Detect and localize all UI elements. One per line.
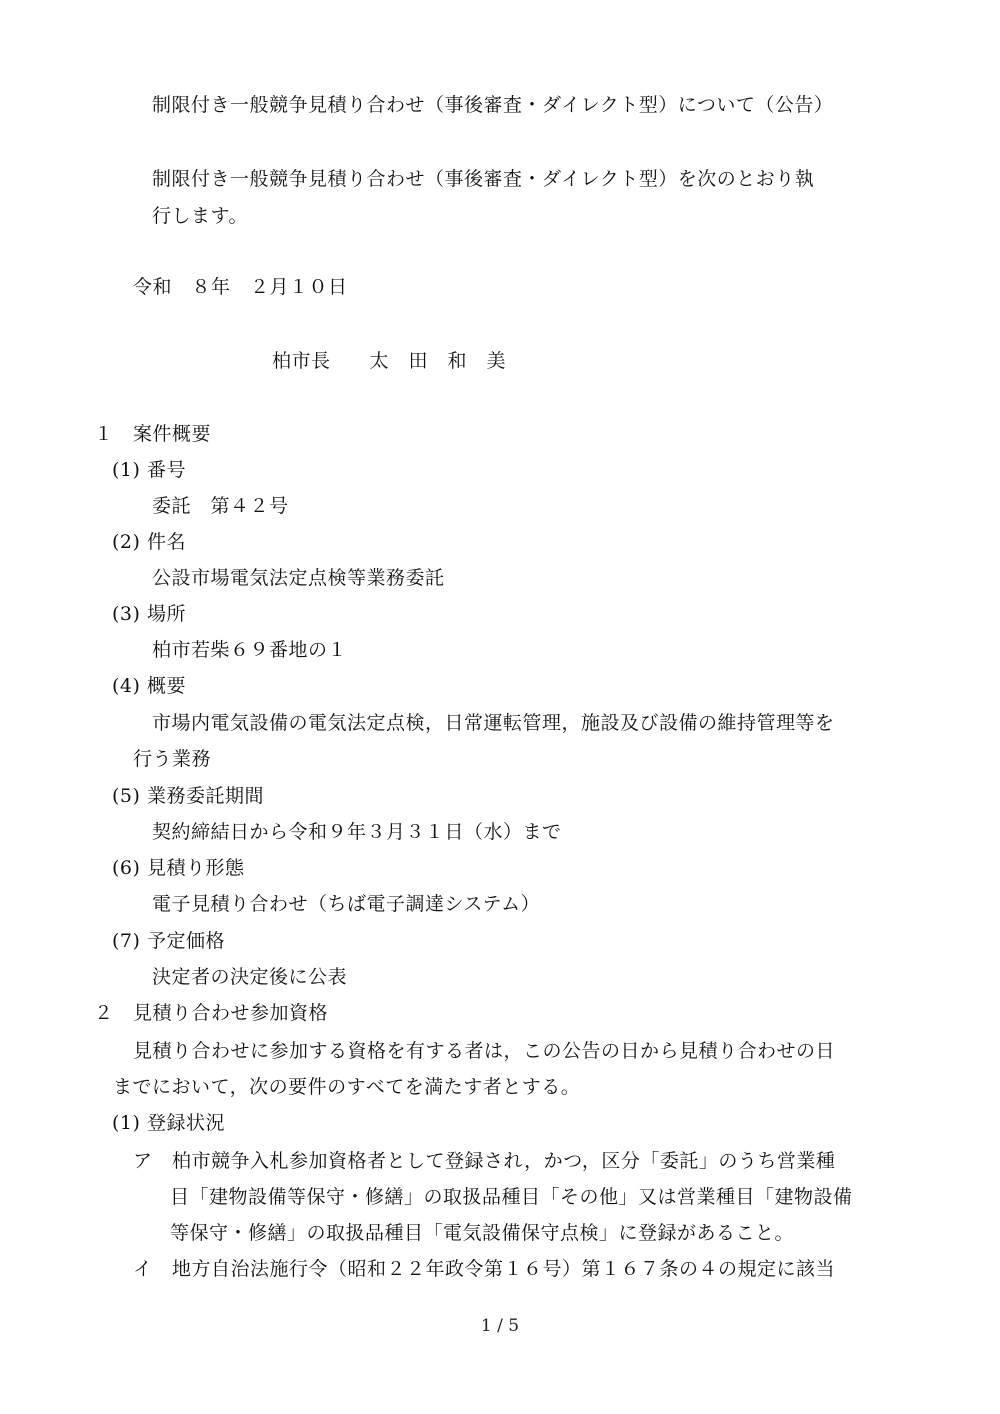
item-label: (6) 見積り形態 <box>112 857 245 879</box>
item-value: 市場内電気設備の電気法定点検，日常運転管理，施設及び設備の維持管理等を <box>152 712 835 734</box>
section-1-heading: １ 案件概要 <box>94 423 212 445</box>
item-value: 公設市場電気法定点検等業務委託 <box>152 567 445 589</box>
item-value: 委託 第４２号 <box>152 495 289 517</box>
item-label: (4) 概要 <box>112 675 186 697</box>
item-label: (2) 件名 <box>112 531 186 553</box>
section-2-heading: ２ 見積り合わせ参加資格 <box>94 1002 329 1024</box>
item-value: 柏市若柴６９番地の１ <box>152 639 348 661</box>
requirement-a-line: 目「建物設備等保守・修繕」の取扱品種目「その他」又は営業種目「建物設備 <box>170 1186 853 1208</box>
paragraph-line: 見積り合わせに参加する資格を有する者は，この公告の日から見積り合わせの日 <box>133 1040 836 1062</box>
item-value: 行う業務 <box>133 748 212 770</box>
item-label: (1) 登録状況 <box>112 1112 225 1134</box>
item-value: 電子見積り合わせ（ちば電子調達システム） <box>152 893 541 915</box>
signer-name: 柏市長 太 田 和 美 <box>272 350 507 372</box>
requirement-i-line: イ 地方自治法施行令（昭和２２年政令第１６号）第１６７条の４の規定に該当 <box>133 1258 836 1280</box>
paragraph-line: までにおいて，次の要件のすべてを満たす者とする。 <box>113 1076 581 1098</box>
intro-line-2: 行します。 <box>152 205 248 227</box>
intro-line-1: 制限付き一般競争見積り合わせ（事後審査・ダイレクト型）を次のとおり執 <box>152 168 815 190</box>
document-title: 制限付き一般競争見積り合わせ（事後審査・ダイレクト型）について（公告） <box>152 94 834 116</box>
item-label: (1) 番号 <box>112 459 186 481</box>
announcement-date: 令和 ８年 ２月１０日 <box>133 276 348 298</box>
item-value: 契約締結日から令和９年３月３１日（水）まで <box>152 821 562 843</box>
item-value: 決定者の決定後に公表 <box>152 966 348 988</box>
page-number: 1 / 5 <box>480 1316 520 1336</box>
item-label: (5) 業務委託期間 <box>112 785 264 807</box>
requirement-a-line: ア 柏市競争入札参加資格者として登録され，かつ，区分「委託」のうち営業種 <box>133 1150 836 1172</box>
item-label: (7) 予定価格 <box>112 930 225 952</box>
requirement-a-line: 等保守・修繕」の取扱品種目「電気設備保守点検」に登録があること。 <box>170 1222 795 1244</box>
item-label: (3) 場所 <box>112 603 186 625</box>
